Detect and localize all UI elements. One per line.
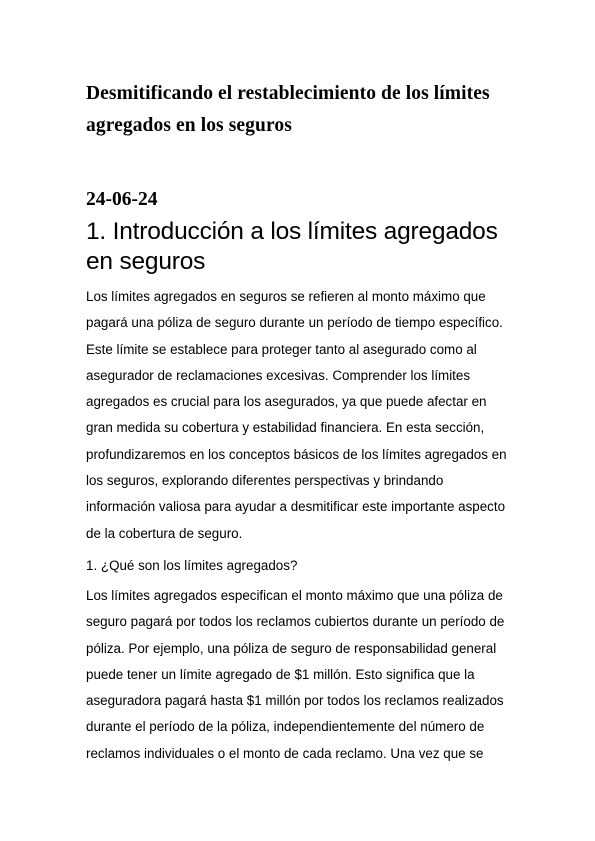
intro-paragraph: Los límites agregados en seguros se refieren al monto máximo que pagará una póliza de seguro durante un período de tiempo específico. Este límite se establece para proteger tanto al asegurado como al asegurador de reclamaciones excesivas. Comprender los límites agregados es crucial para los asegurados, ya que puede afectar en gran medida su cobertura y estabilidad financiera. En esta sección, profundizaremos en los conceptos básicos de los límites agregados en los seguros, explorando diferentes perspectivas y brindando información valiosa para ayudar a desmitificar este importante aspecto de la cobertura de seguro. [86, 289, 507, 541]
page-content [86, 78, 516, 767]
list-item-question: 1. ¿Qué son los límites agregados? [86, 557, 298, 573]
section-heading: 1. Introducción a los límites agregados en seguros [86, 218, 498, 275]
document-title: Desmitificando el restablecimiento de los límites agregados en los seguros [86, 83, 490, 136]
body-paragraph: Los límites agregados especifican el monto máximo que una póliza de seguro pagará por todos los reclamos cubiertos durante un período de póliza. Por ejemplo, una póliza de seguro de responsabilidad general puede tener un límite agregado de $1 millón. Esto significa que la aseguradora pagará hasta $1 millón por todos los reclamos realizados durante el período de la póliza, independientemente del número de reclamos individuales o el monto de cada reclamo. Una vez que se [86, 587, 505, 761]
document-date: 24-06-24 [86, 189, 158, 210]
